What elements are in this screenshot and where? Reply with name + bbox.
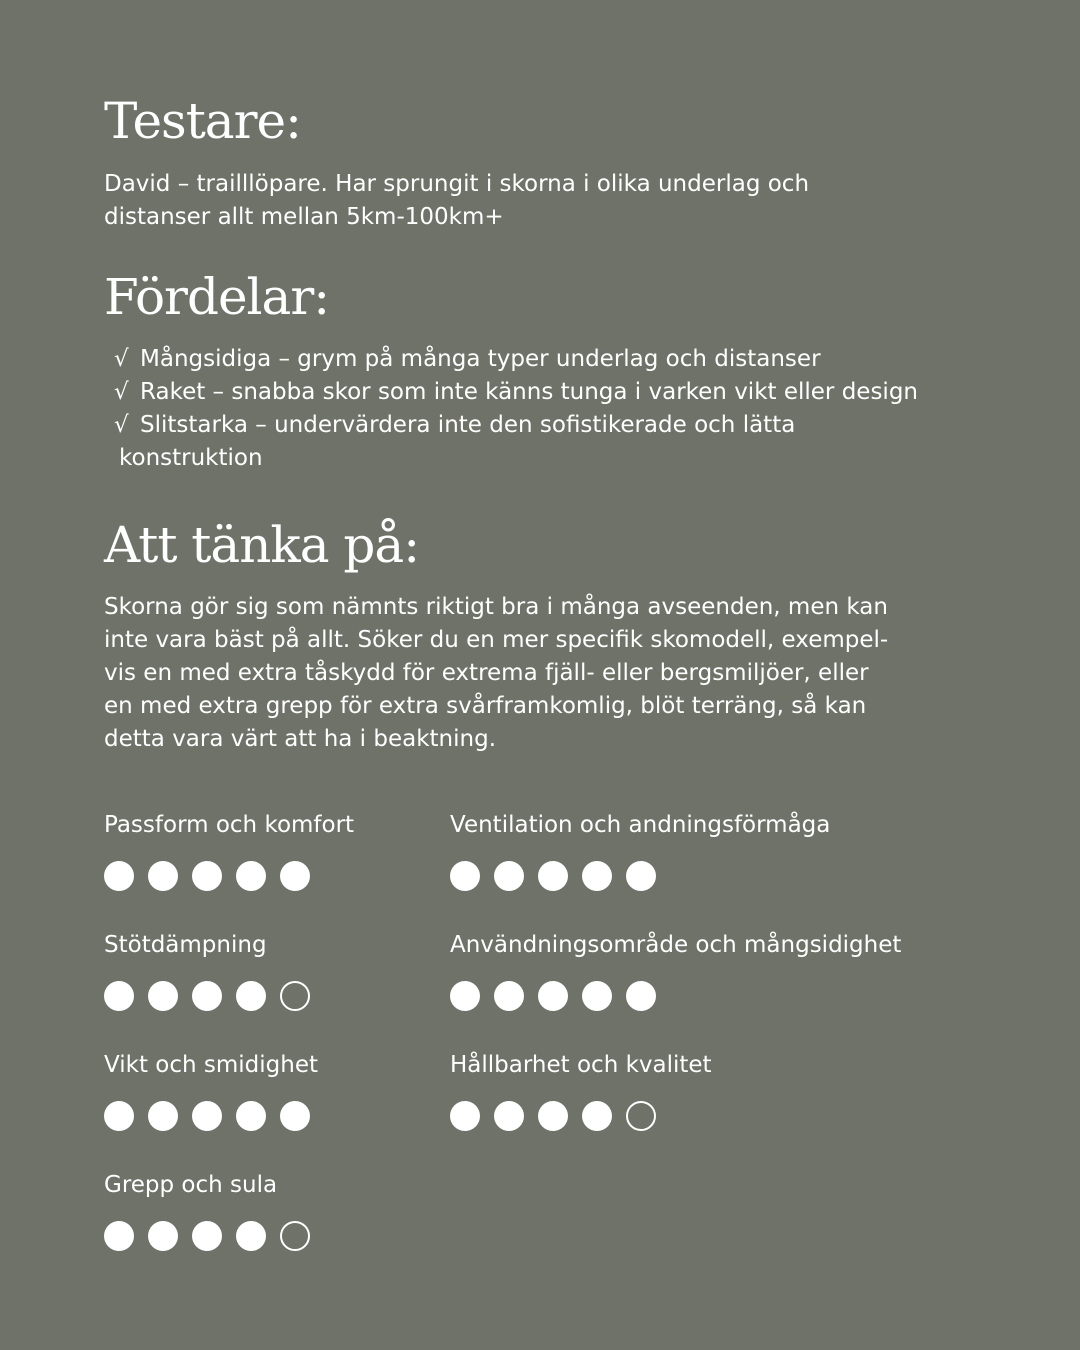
rating-stotdampning [104, 930, 310, 1011]
filled-dot-icon [192, 1221, 222, 1251]
rating-dots [450, 1101, 712, 1131]
rating-grepp [104, 1170, 310, 1251]
tester-line: distanser allt mellan 5km-100km+ [104, 204, 504, 230]
tester-line: David – trailllöpare. Har sprungit i skorna i olika underlag och [104, 171, 810, 197]
filled-dot-icon [538, 861, 568, 891]
rating-label: Hållbarhet och kvalitet [450, 1052, 712, 1078]
filled-dot-icon [538, 1101, 568, 1131]
check-icon: √ [114, 379, 129, 405]
rating-label: Användningsområde och mångsidighet [450, 932, 902, 958]
filled-dot-icon [236, 981, 266, 1011]
rating-passform [104, 810, 354, 891]
filled-dot-icon [450, 981, 480, 1011]
filled-dot-icon [236, 1221, 266, 1251]
advantages-heading: Fördelar: [104, 268, 330, 326]
filled-dot-icon [494, 861, 524, 891]
filled-dot-icon [450, 1101, 480, 1131]
filled-dot-icon [104, 1101, 134, 1131]
filled-dot-icon [104, 981, 134, 1011]
rating-label: Vikt och smidighet [104, 1052, 318, 1078]
rating-label: Grepp och sula [104, 1172, 278, 1198]
advantage-item [114, 376, 918, 409]
filled-dot-icon [280, 1101, 310, 1131]
filled-dot-icon [494, 981, 524, 1011]
rating-hallbarhet [450, 1050, 712, 1131]
filled-dot-icon [582, 1101, 612, 1131]
rating-label: Ventilation och andningsförmåga [450, 812, 831, 838]
rating-ventilation [450, 810, 830, 891]
filled-dot-icon [450, 861, 480, 891]
filled-dot-icon [626, 981, 656, 1011]
tester-heading: Testare: [104, 92, 301, 150]
rating-dots [104, 861, 354, 891]
filled-dot-icon [280, 861, 310, 891]
consider-description [104, 591, 888, 756]
filled-dot-icon [236, 1101, 266, 1131]
consider-line: en med extra grepp för extra svårframkomlig, blöt terräng, så kan [104, 693, 867, 719]
rating-label: Passform och komfort [104, 812, 355, 838]
empty-dot-icon [280, 981, 310, 1011]
consider-line: inte vara bäst på allt. Söker du en mer specifik skomodell, exempel- [104, 627, 889, 653]
rating-anvandningsomrade [450, 930, 901, 1011]
tester-description [104, 168, 809, 234]
filled-dot-icon [236, 861, 266, 891]
rating-dots [104, 1221, 310, 1251]
filled-dot-icon [192, 981, 222, 1011]
advantages-list [114, 343, 918, 475]
empty-dot-icon [280, 1221, 310, 1251]
rating-dots [450, 981, 901, 1011]
filled-dot-icon [148, 1221, 178, 1251]
advantage-text-continuation: konstruktion [119, 445, 263, 471]
rating-dots [104, 981, 310, 1011]
filled-dot-icon [148, 981, 178, 1011]
filled-dot-icon [104, 861, 134, 891]
filled-dot-icon [192, 1101, 222, 1131]
rating-label: Stötdämpning [104, 932, 267, 958]
filled-dot-icon [538, 981, 568, 1011]
filled-dot-icon [582, 861, 612, 891]
advantage-text: Mångsidiga – grym på många typer underlag och distanser [140, 346, 821, 372]
filled-dot-icon [494, 1101, 524, 1131]
filled-dot-icon [148, 1101, 178, 1131]
rating-dots [104, 1101, 318, 1131]
rating-vikt [104, 1050, 318, 1131]
advantage-text: Slitstarka – undervärdera inte den sofistikerade och lätta [140, 412, 796, 438]
check-icon: √ [114, 346, 129, 372]
filled-dot-icon [626, 861, 656, 891]
consider-line: Skorna gör sig som nämnts riktigt bra i många avseenden, men kan [104, 594, 888, 620]
advantage-item [114, 343, 918, 376]
advantage-item [114, 409, 918, 475]
consider-line: detta vara värt att ha i beaktning. [104, 726, 497, 752]
consider-heading: Att tänka på: [104, 516, 420, 574]
filled-dot-icon [582, 981, 612, 1011]
check-icon: √ [114, 412, 129, 438]
advantage-text: Raket – snabba skor som inte känns tunga i varken vikt eller design [140, 379, 918, 405]
rating-dots [450, 861, 830, 891]
filled-dot-icon [148, 861, 178, 891]
consider-line: vis en med extra tåskydd för extrema fjäll- eller bergsmiljöer, eller [104, 660, 869, 686]
empty-dot-icon [626, 1101, 656, 1131]
filled-dot-icon [192, 861, 222, 891]
filled-dot-icon [104, 1221, 134, 1251]
